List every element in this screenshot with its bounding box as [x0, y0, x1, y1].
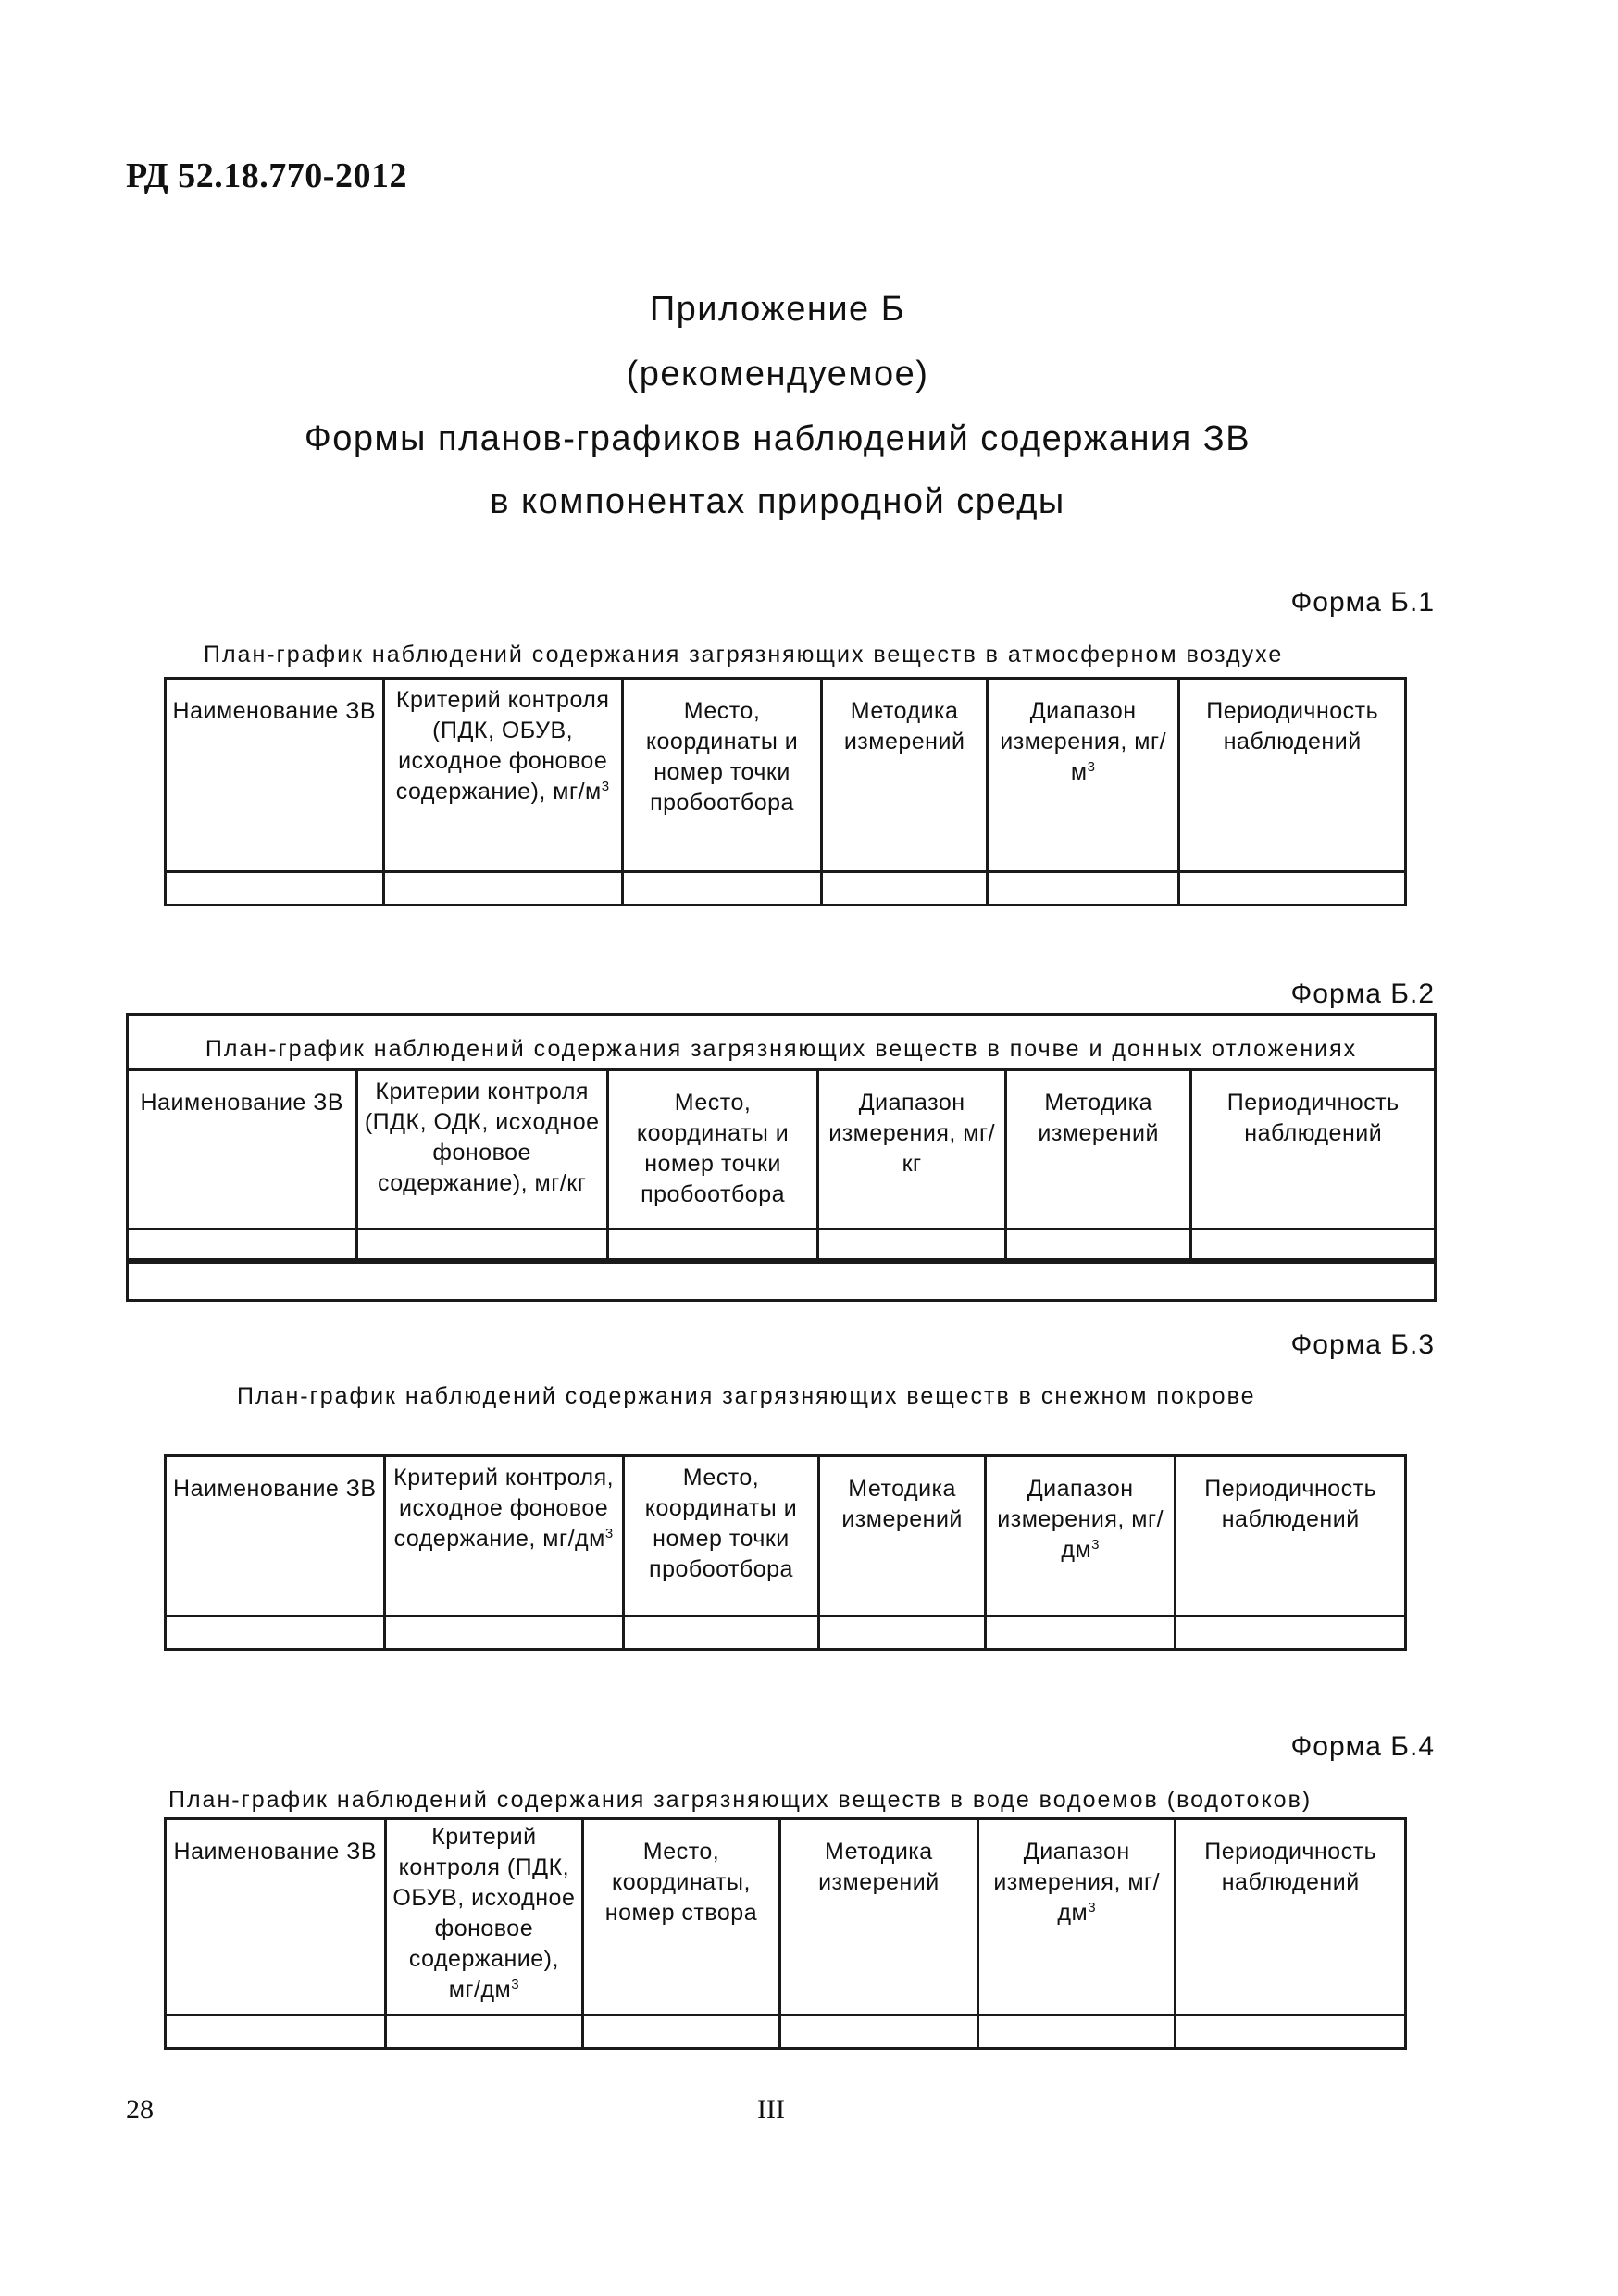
- form-table-b2: [126, 1068, 1437, 1264]
- table-header-row: [166, 1456, 1406, 1616]
- table-header-row: [166, 679, 1406, 872]
- column-header: Критерий контроля (ПДК, ОБУВ, исходное фоновое содержание), $мг/дм^3$: [385, 1819, 583, 2015]
- column-header: Периодичность наблюдений: [1191, 1070, 1436, 1229]
- column-header: Критерий контроля (ПДК, ОБУВ, исходное фоновое содержание), $мг/м^3$: [383, 679, 622, 872]
- form-caption-b1: План-график наблюдений содержания загрязняющих веществ в атмосферном воздухе: [204, 642, 1284, 668]
- appendix-note: (рекомендуемое): [626, 355, 929, 393]
- table-row: [166, 872, 1406, 905]
- column-header: Место, координаты, номер створа: [583, 1819, 780, 2015]
- form-table-b4: [164, 1817, 1407, 2050]
- column-header: Методика измерений: [819, 1456, 986, 1616]
- form-table-b3: [164, 1454, 1407, 1651]
- column-header: Критерии контроля (ПДК, ОДК, исходное фоновое содержание), мг/кг: [356, 1070, 607, 1229]
- form-caption-b2: План-график наблюдений содержания загрязняющих веществ в почве и донных отложениях: [205, 1036, 1358, 1062]
- appendix-title: Приложение Б: [649, 290, 906, 329]
- table-row: [128, 1229, 1436, 1263]
- column-header: Периодичность наблюдений: [1176, 1456, 1406, 1616]
- column-header: Место, координаты и номер точки пробоотбора: [623, 1456, 819, 1616]
- column-header: Методика измерений: [779, 1819, 977, 2015]
- table-row: [166, 1616, 1406, 1650]
- column-header: Диапазон измерения, мг/кг: [818, 1070, 1006, 1229]
- appendix-heading-line-1: Формы планов-графиков наблюдений содержания ЗВ: [304, 419, 1251, 458]
- table-header-row: [128, 1070, 1436, 1229]
- table-header-row: [166, 1819, 1406, 2015]
- column-header: Наименование ЗВ: [128, 1070, 357, 1229]
- form-table-b1: [164, 677, 1407, 906]
- document-code: РД 52.18.770-2012: [126, 156, 407, 195]
- column-header: Диапазон измерения, $мг/дм^3$: [985, 1456, 1175, 1616]
- column-header: Наименование ЗВ: [166, 1819, 386, 2015]
- form-label-b4: Форма Б.4: [1290, 1731, 1435, 1762]
- appendix-heading-line-2: в компонентах природной среды: [490, 482, 1065, 521]
- form-label-b2: Форма Б.2: [1290, 979, 1435, 1009]
- form-label-b1: Форма Б.1: [1290, 587, 1435, 618]
- column-header: Наименование ЗВ: [166, 1456, 385, 1616]
- column-header: Диапазон измерения, $мг/дм^3$: [978, 1819, 1176, 2015]
- column-header: Методика измерений: [822, 679, 988, 872]
- column-header: Наименование ЗВ: [166, 679, 384, 872]
- column-header: Методика измерений: [1005, 1070, 1191, 1229]
- form-caption-b3: План-график наблюдений содержания загрязняющих веществ в снежном покрове: [237, 1383, 1256, 1409]
- column-header: Периодичность наблюдений: [1179, 679, 1406, 872]
- table-row: [166, 2015, 1406, 2049]
- sheet-number: III: [757, 2094, 785, 2125]
- form-caption-b4: План-график наблюдений содержания загрязняющих веществ в воде водоемов (водотоков): [168, 1787, 1313, 1813]
- form-label-b3: Форма Б.3: [1290, 1329, 1435, 1360]
- column-header: Место, координаты и номер точки пробоотбора: [607, 1070, 818, 1229]
- page-number: 28: [126, 2094, 154, 2125]
- column-header: Критерий контроля, исходное фоновое содержание, $мг/дм^3$: [384, 1456, 623, 1616]
- column-header: Диапазон измерения, $мг/м^3$: [987, 679, 1178, 872]
- column-header: Место, координаты и номер точки пробоотбора: [622, 679, 822, 872]
- column-header: Периодичность наблюдений: [1176, 1819, 1406, 2015]
